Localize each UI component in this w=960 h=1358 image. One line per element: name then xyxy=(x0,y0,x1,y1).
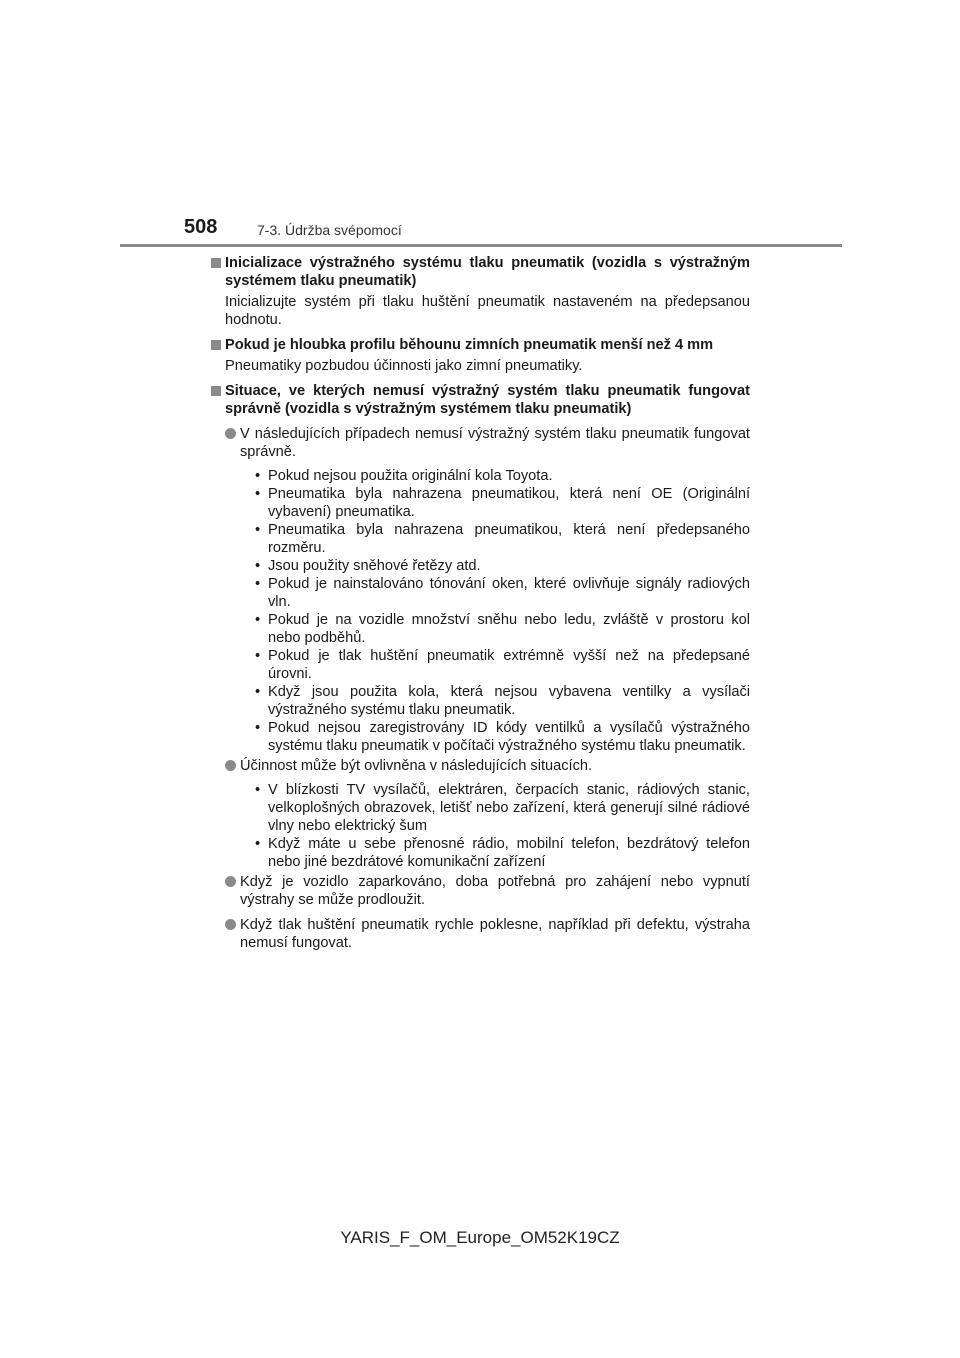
sub-list-item: • Pokud nejsou zaregistrovány ID kódy ventilků a vysílačů výstražného systému tlaku pneumatik v počítači výstražného systému tlaku pneumatik. xyxy=(255,719,750,755)
sub-list-item: • Pokud je tlak huštění pneumatik extrémně vyšší než na předepsané úrovni. xyxy=(255,647,750,683)
section-title: Inicializace výstražného systému tlaku pneumatik (vozidla s výstražným systémem tlaku pneumatik) xyxy=(225,255,750,289)
list-item-text: V následujících případech nemusí výstražný systém tlaku pneumatik fungovat správně. xyxy=(240,426,750,460)
list-item xyxy=(225,916,750,952)
sub-list xyxy=(225,467,750,755)
square-bullet-icon xyxy=(211,258,221,268)
list-item xyxy=(225,425,750,461)
chapter-title: 7-3. Údržba svépomocí xyxy=(257,222,402,238)
section-heading xyxy=(210,336,750,354)
sub-list-item: • V blízkosti TV vysílačů, elektráren, čerpacích stanic, rádiových stanic, velkoplošných obrazovek, letišť nebo zařízení, která generují silné rádiové vlny nebo elektrický šum xyxy=(255,781,750,835)
circle-bullet-icon xyxy=(225,876,236,887)
footer-doc-code: YARIS_F_OM_Europe_OM52K19CZ xyxy=(340,1228,620,1247)
page-number: 508 xyxy=(184,216,218,238)
section-heading xyxy=(210,382,750,418)
sub-list-item: • Jsou použity sněhové řetězy atd. xyxy=(255,557,750,575)
list-item-text: Účinnost může být ovlivněna v následujících situacích. xyxy=(240,758,593,774)
circle-bullet-icon xyxy=(225,760,236,771)
section-heading xyxy=(210,254,750,290)
section-body: Inicializujte systém při tlaku huštění pneumatik nastaveném na předepsanou hodnotu. xyxy=(225,294,750,328)
sub-list-item: • Když jsou použita kola, která nejsou vybavena ventilky a vysílači výstražného systému tlaku pneumatik. xyxy=(255,683,750,719)
sub-list-item: • Pokud nejsou použita originální kola Toyota. xyxy=(255,467,750,485)
page-content xyxy=(210,254,750,952)
header-rule xyxy=(120,244,842,247)
square-bullet-icon xyxy=(211,386,221,396)
circle-bullet-icon xyxy=(225,919,236,930)
circle-bullet-icon xyxy=(225,428,236,439)
list-item-text: Když tlak huštění pneumatik rychle poklesne, například při defektu, výstraha nemusí fungovat. xyxy=(240,917,750,951)
sub-list-item: • Pneumatika byla nahrazena pneumatikou, která není předepsaného rozměru. xyxy=(255,521,750,557)
sub-list-item: • Pokud je nainstalováno tónování oken, které ovlivňuje signály radiových vln. xyxy=(255,575,750,611)
sub-list xyxy=(225,781,750,871)
sub-list-item: • Pneumatika byla nahrazena pneumatikou, která není OE (Originální vybavení) pneumatika. xyxy=(255,485,750,521)
square-bullet-icon xyxy=(211,340,221,350)
section-title: Pokud je hloubka profilu běhounu zimních pneumatik menší než 4 mm xyxy=(225,337,714,353)
list-item xyxy=(225,873,750,909)
sub-list-item: • Pokud je na vozidle množství sněhu nebo ledu, zvláště v prostoru kol nebo podběhů. xyxy=(255,611,750,647)
section-items xyxy=(210,425,750,952)
section-body: Pneumatiky pozbudou účinnosti jako zimní pneumatiky. xyxy=(225,358,583,374)
list-item xyxy=(225,757,750,775)
section-title: Situace, ve kterých nemusí výstražný systém tlaku pneumatik fungovat správně (vozidla s výstražným systémem tlaku pneumatik) xyxy=(225,383,750,417)
sub-list-item: • Když máte u sebe přenosné rádio, mobilní telefon, bezdrátový telefon nebo jiné bezdrátové komunikační zařízení xyxy=(255,835,750,871)
list-item-text: Když je vozidlo zaparkováno, doba potřebná pro zahájení nebo vypnutí výstrahy se může prodloužit. xyxy=(240,874,750,908)
